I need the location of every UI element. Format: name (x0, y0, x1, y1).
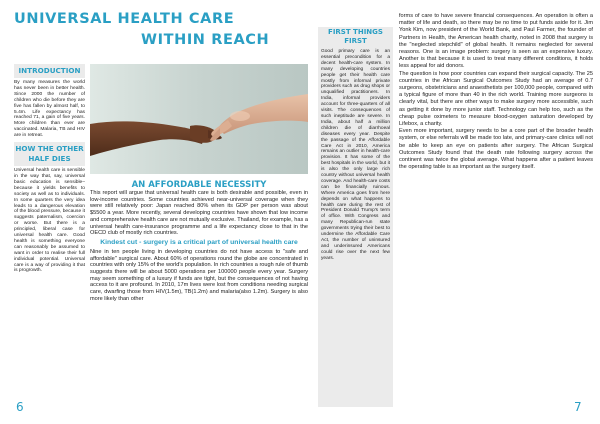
right-paragraph-1: forms of care to have severe financial consequences. An operation is often a matter of life and death, so there may be no time to put funds aside for it. Jim Yonk Kim, now president of the World Bank, and Paul Farmer, the founder of Partners in Health, the American health charity, noted in 2008 that surgery is the "neglected stepchild" of global health. It remains neglected for several reasons. One is an image problem: surgery is seen as an expensive luxury. Another is that because it is used to treat many different conditions, it holds less appeal for aid donors. (399, 13, 593, 70)
first-things-first-heading: FIRST THINGS FIRST (328, 28, 383, 45)
right-paragraph-2: The question is how poor countries can expand their surgical capacity. The 25 countries in the African Surgical Outcomes Study had an average of 0.7 surgeons, obstetricians and anaesthetists per 100,000 people, compared with a typical figure of more than 40 in the rich world. Training more surgeons is clearly vital, but there are other ways to make surgery more accessible, such as getting it done by more junior staff. Technology can help too, such as the cheap pulse oximeters to measure blood-oxygen saturation developed by Lifebox, a charity. (399, 70, 593, 128)
page-number-left: 6 (16, 400, 24, 414)
title-line-1: UNIVERSAL HEALTH CARE (14, 11, 235, 27)
introduction-heading: INTRODUCTION (14, 64, 85, 78)
page-number-right: 7 (574, 400, 582, 414)
affordable-necessity-text: This report will argue that universal health care is both desirable and possible, even in low-income countries. Some countries achieved near-universal coverage when they were still relatively poor: Japan reached 80% when its GDP per person was about $5500 a year. More recently, several developing countries have shown that low income and comprehensive health care are not mutually exclusive. Thailand, for example, has a universal health care-insurance programme and a life expectancy close to that in the OECD club of mostly rich countries. (90, 190, 308, 237)
introduction-text: By many measures the world has never been in better health. Since 2000 the number of children who die before they are five has fallen by almost half, to 5.4m. Life expectancy has reached 71, a gain of five years. More children than ever are vaccinated. Malaria, TB and HIV are in retreat. (14, 80, 85, 139)
other-half-heading: HOW THE OTHER HALF DIES (14, 142, 85, 166)
kindest-cut-text: Nine in ten people living in developing countries do not have access to "safe and affordable" surgical care. About 60% of operations round the globe are concentrated in countries with only 15% of the world's population. In rich countries a rough rule of thumb suggests there will be about 5000 operations per 100000 people every year. Surgery may seem something of a luxury if funds are tight, but the consequences of not having access to it are profound. In 2010, 17m lives were lost from conditions needing surgical care, dwarfing those from HIV(1.5m), TB(1.2m) and malaria(also 1.2m). Surgery is also more likely than other (90, 248, 308, 302)
left-sidebar (14, 64, 85, 277)
right-column (399, 13, 593, 171)
affordable-necessity-heading: AN AFFORDABLE NECESSITY (131, 180, 267, 190)
first-things-first-box (318, 27, 393, 407)
other-half-text: Universal health care is sensible in the way that, say, universal basic education is sensible–because it yields benefits to society as well as to individuals. In some quarters the very idea leads to a dangerous elevation of the blood pressure, because it suggests paternalism, coercion or worse. But there is a principled, liberal case for universal health care. Good health is something everyone can reasonably be assumed to want in order to realise their full individual potential. Universal care is a way of providing it that is progrowth. (14, 168, 85, 274)
first-things-first-text: Good primary care is an essential precondition for a decent health-care system. In many developing countries people get their health care mostly from informal private providers such as drug shops or unqualified practitioners. In India, informal providers account for three-quarters of all visits. The consequences of such ineptitude are severe. In India, about half a million children die of diarrhoeal diseases every year. Despite the passage of the Affordable Care Act in 2010, America remains an outlier in health-care provision. It has some of the best hospitals in the world, but it is also the only large rich country without universal health coverage. And health-care costs can be financially ruinous. Where America goes from here depends on what happens to health care during the rest of President Donald Trump's term of office. With Congress and many Republican-run state governments trying their best to undermine the Affordable Care Act, the number of uninsured and underinsured Americans could rise over the next few years. (321, 49, 390, 261)
hands-photo (90, 64, 308, 174)
right-paragraph-3: Even more important, surgery needs to be a core part of the broader health system, or else referrals will be made too late, and primary-care clinics will not be able to keep an eye on patients after surgery. The African Surgical Outcomes Study found that the death rate following surgery across the continent was twice the global average. What happens after a patient leaves the operating table is as important as the surgery itself. (399, 128, 593, 171)
hands-illustration (90, 64, 308, 174)
kindest-cut-heading: Kindest cut - surgery is a critical part of universal health care (100, 238, 298, 246)
main-article (90, 180, 308, 303)
title-line-2: WITHIN REACH (141, 32, 270, 48)
